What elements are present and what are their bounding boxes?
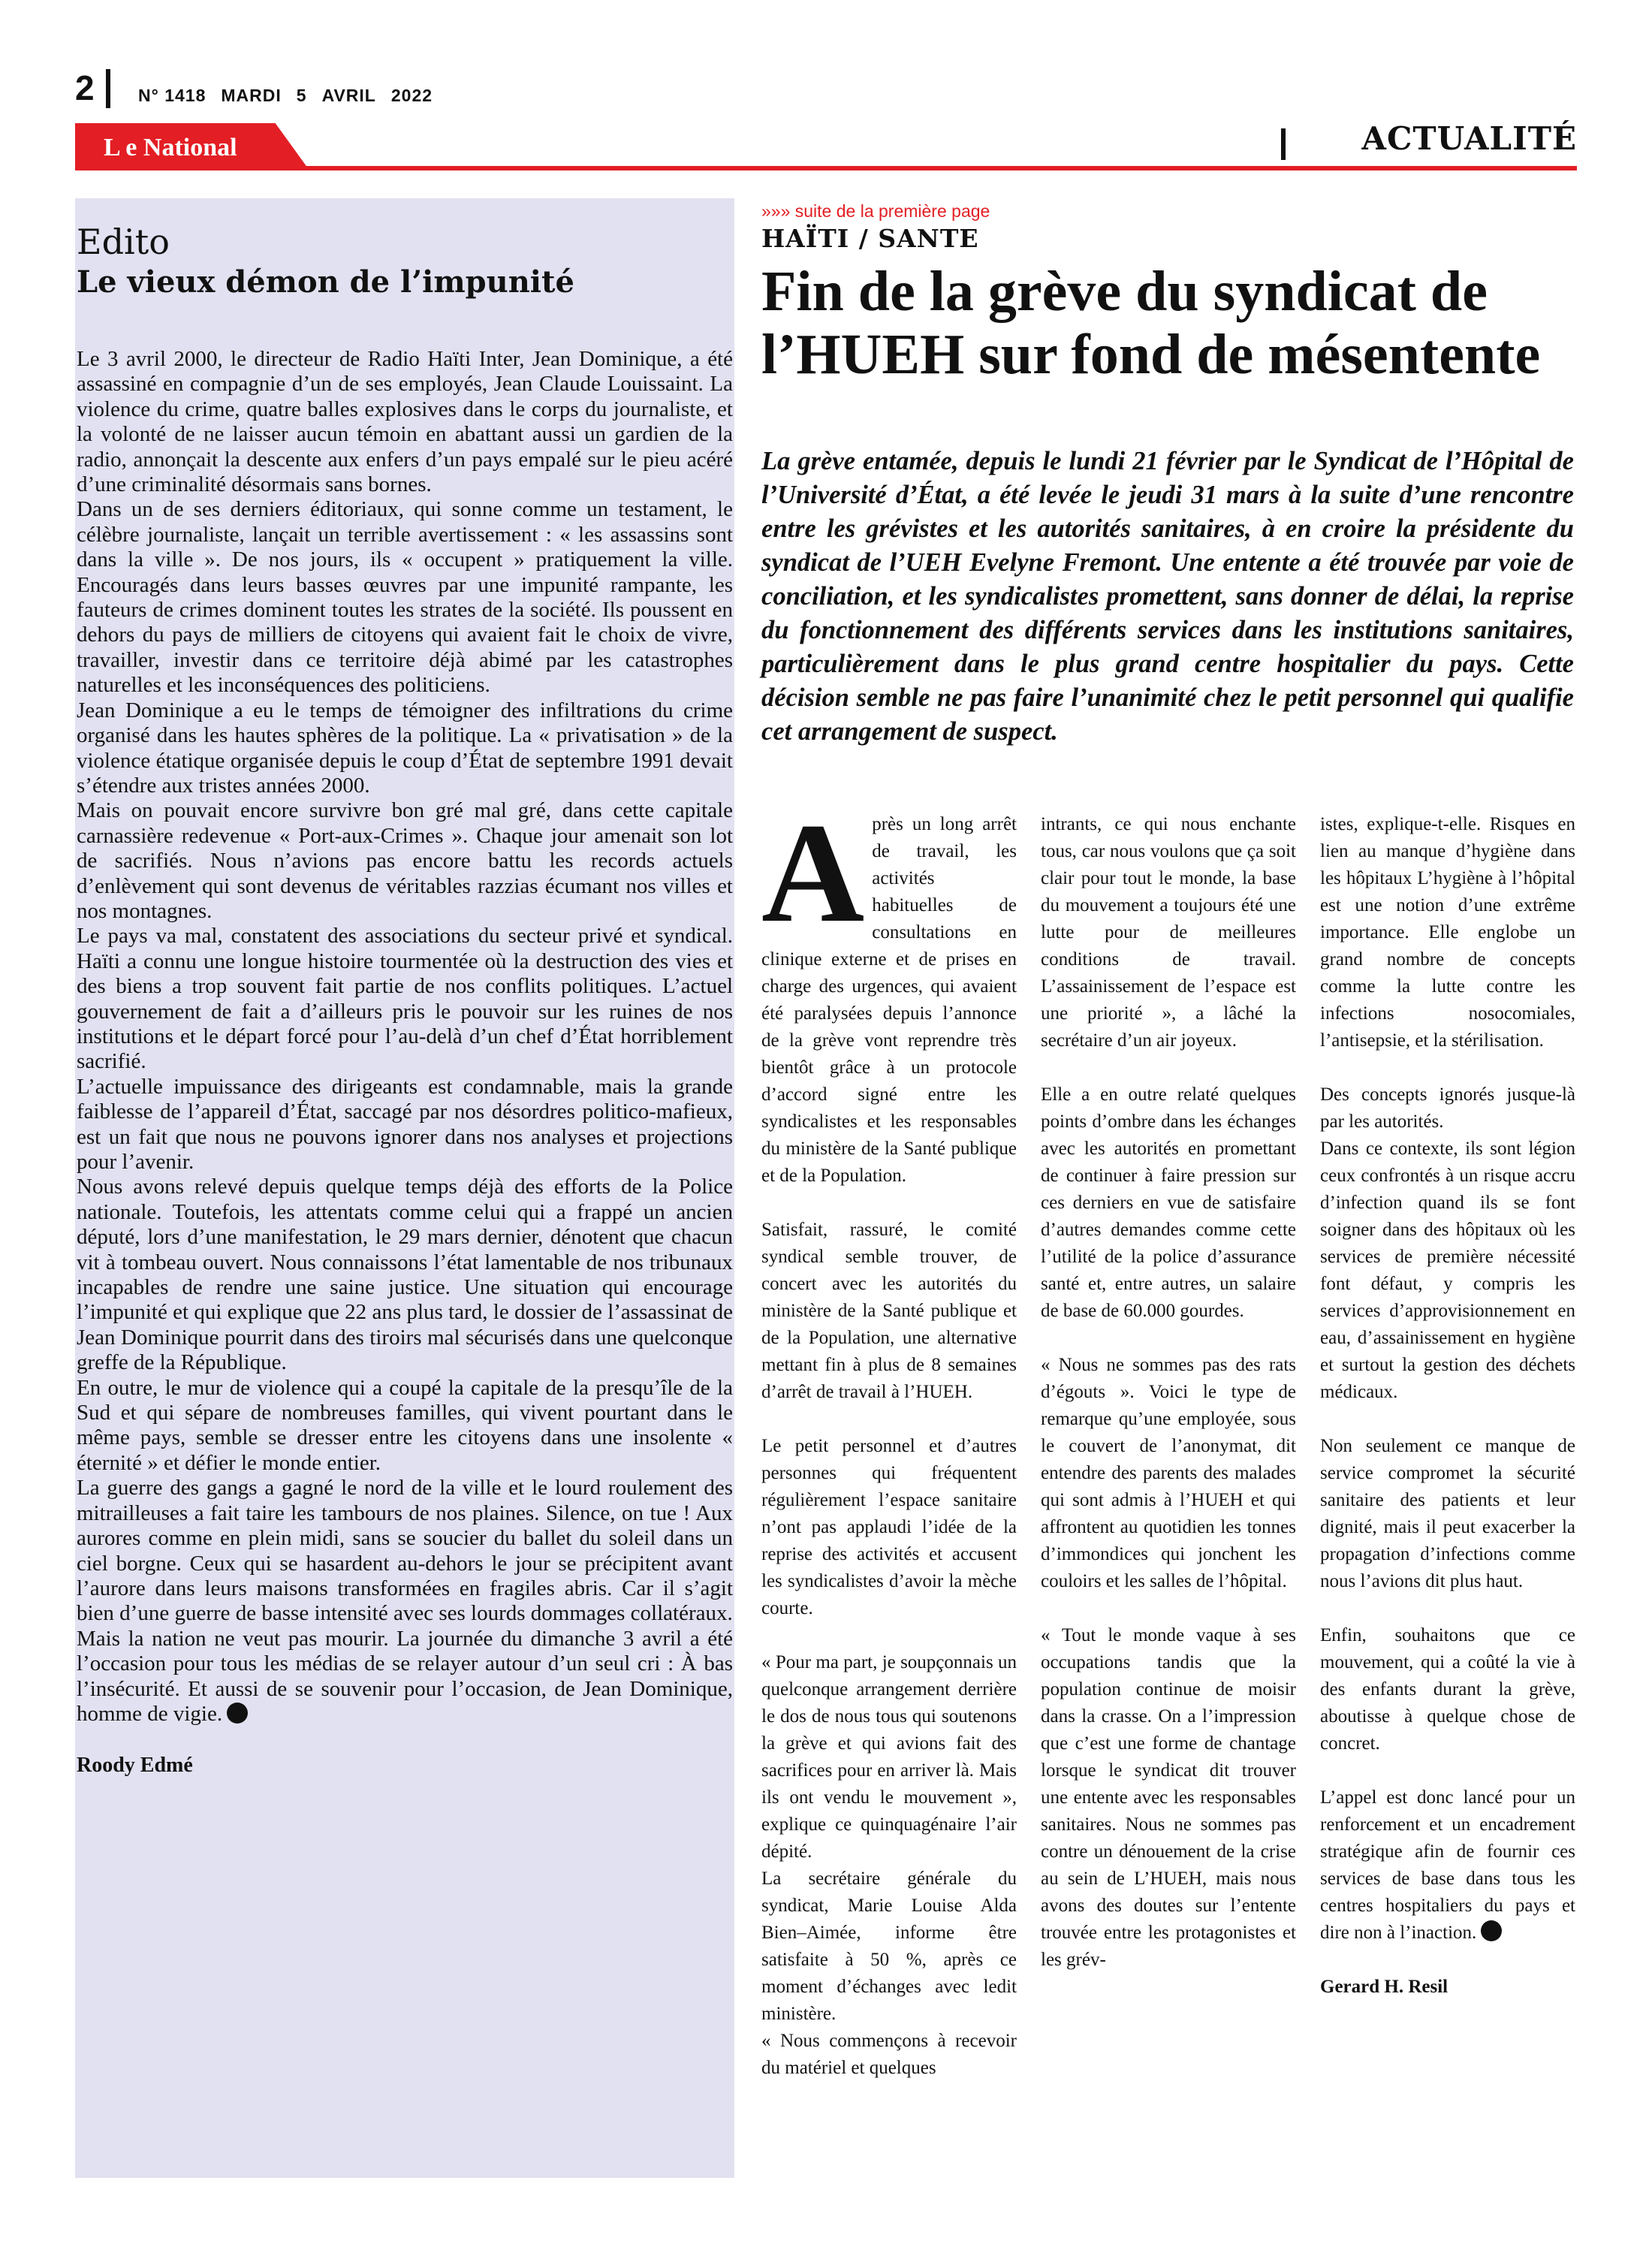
section-divider: [1281, 128, 1286, 160]
article-column-3: [1320, 811, 1575, 2001]
article-paragraph: « Pour ma part, je soupçonnais un quelconque arrangement derrière le dos de nous tous qui soutenons la grève et qui avions fait des sacrifices pour en arriver là. Mais ils ont vendu le mouvement », explique ce quinquagénaire l’air dépité.: [761, 1652, 1017, 1862]
article-rubric: HAÏTI / SANTE: [761, 224, 979, 253]
issue-weekday: MARDI: [221, 86, 282, 105]
article-paragraph: « Nous commençons à recevoir du matériel et quelques: [761, 2031, 1017, 2078]
edito-author: Roody Edmé: [77, 1754, 193, 1778]
article-column-1: [761, 795, 1017, 2082]
edito-paragraph: La guerre des gangs a gagné le nord de la ville et le lourd roulement des mitrailleuses a fait taire les tambours de nos plaines. Silence, on tue ! Aux aurores comme en plein midi, sans se soucier du ballet du soleil dans un ciel borgne. Ceux qui se hasardent au-dehors le jour se précipitent avant l’aurore dans leurs maisons transformées en fragiles abris. Car il s’agit bien d’une guerre de basse intensité avec ses lourds dommages collatéraux.: [77, 1476, 733, 1626]
issue-day: 5: [296, 86, 307, 105]
edito-title: Le vieux démon de l’impunité: [77, 264, 574, 300]
edito-kicker: Edito: [77, 222, 170, 262]
article-paragraph: [761, 795, 1017, 1190]
article-paragraph: intrants, ce qui nous enchante tous, car nous voulons que ça soit clair pour tout le monde, la base du mouvement a toujours été une lutte pour de meilleures conditions de travail. L’assainissement de l’espace est une priorité », a lâché la secrétaire d’un air joyeux.: [1041, 814, 1296, 1051]
edito-paragraph-last: [77, 1627, 733, 1727]
article-paragraph: Dans ce contexte, ils sont légion ceux confrontés à un risque accru d’infection quand ils se font soigner dans des hôpitaux où les services de première nécessité font défaut, y compris les services d’approvisionnement en eau, d’assainissement en hygiène et surtout la gestion des déchets médicaux.: [1320, 1139, 1575, 1402]
edito-paragraph-text: Mais la nation ne veut pas mourir. La journée du dimanche 3 avril a été l’occasion pour tous les médias de se relayer autour d’un seul cri : À bas l’insécurité. Et aussi de se souvenir pour l’occasion, de Jean Dominique, homme de vigie.: [77, 1626, 733, 1726]
article-paragraph: « Nous ne sommes pas des rats d’égouts ». Voici le type de remarque qu’une employée, sous le couvert de l’anonymat, dit entendre des parents des malades qui sont admis à l’HUEH et qui affrontent au quotidien les tonnes d’immondices qui jonchent les couloirs et les salles de l’hôpital.: [1041, 1355, 1296, 1591]
article-paragraph: Elle a en outre relaté quelques points d’ombre dans les échanges avec les autorités en promettant de continuer à faire pression sur ces derniers en vue de satisfaire d’autres demandes comme cette l’utilité de la police d’assurance santé et, entre autres, un salaire de base de 60.000 gourdes.: [1041, 1084, 1296, 1321]
article-paragraph: La secrétaire générale du syndicat, Marie Louise Alda Bien–Aimée, informe être satisfaite à 50 %, après ce moment d’échanges avec ledit ministère.: [761, 1868, 1017, 2024]
edito-column: [75, 198, 734, 2178]
article-headline: Fin de la grève du syndicat de l’HUEH sur fond de mésentente: [761, 260, 1541, 386]
article-paragraph: Enfin, souhaitons que ce mouvement, qui a coûté la vie à des enfants durant la grève, aboutisse à quelque chose de concret.: [1320, 1625, 1575, 1754]
article-paragraph: istes, explique-t-elle. Risques en lien au manque d’hygiène dans les hôpitaux L’hygiène à l’hôpital est une notion d’une extrême importance. Elle englobe un grand nombre de concepts comme la lutte contre les infections nosocomiales, l’antisepsie, et la stérilisation.: [1320, 814, 1575, 1051]
article-author: Gerard H. Resil: [1320, 1977, 1449, 1997]
continued-note: »»» suite de la première page: [761, 201, 990, 221]
edito-paragraph: Nous avons relevé depuis quelque temps déjà des efforts de la Police nationale. Toutefois, les attentats comme celui qui a frappé un ancien député, lors d’une manifestation, le 29 mars dernier, dénotent que chacun vit à tombeau ouvert. Nous connaissons l’état lamentable de nos tribunaux incapables de rendre une saine justice. Une situation qui encourage l’impunité et qui explique que 22 ans plus tard, le dossier de l’assassinat de Jean Dominique pourrit dans des tiroirs mal sécurisés dans une quelconque greffe de la République.: [77, 1175, 733, 1375]
issue-year: 2022: [390, 86, 433, 105]
end-mark-icon: [1481, 1920, 1502, 1941]
article-paragraph-text: L’appel est donc lancé pour un renforcement et un encadrement stratégique afin de fournir ces services de base dans tous les centres hospitaliers du pays et dire non à l’inaction.: [1320, 1787, 1575, 1943]
edito-paragraph: En outre, le mur de violence qui a coupé la capitale de la presqu’île de la Sud et qui sépare de nombreuses familles, qui vivent pourtant dans le même pays, semble se dresser entre les citoyens dans une insolente « éternité » et défier le monde entier.: [77, 1375, 733, 1475]
end-mark-icon: [227, 1703, 248, 1724]
article-paragraph: « Tout le monde vaque à ses occupations tandis que la population continue de moisir dans la crasse. On a l’impression que c’est une forme de chantage lorsque le syndicat dit trouver une entente avec les responsables sanitaires. Nous ne sommes pas contre un dénouement de la crise au sein de L’HUEH, mais nous avons des doutes sur l’entente trouvée entre les protagonistes et les grév-: [1041, 1625, 1296, 1970]
issue-month: AVRIL: [321, 86, 376, 105]
edito-paragraph: Mais on pouvait encore survivre bon gré mal gré, dans cette capitale carnassière redevenue « Port-aux-Crimes ». Chaque jour amenait son lot de sacrifiés. Nous n’avions pas encore battu les records actuels d’enlèvement qui sont devenus de véritables razzias écumant nos villes et nos montagnes.: [77, 798, 733, 923]
edito-paragraph: L’actuelle impuissance des dirigeants est condamnable, mais la grande faiblesse de l’appareil d’État, saccagé par nos désordres politico-mafieux, est un fait que nous ne pouvons ignorer dans nos analyses et projections pour l’avenir.: [77, 1074, 733, 1174]
edito-paragraph: Le pays va mal, constatent des associations du secteur privé et syndical. Haïti a connu une longue histoire tourmentée où la destruction des vies et des biens a trop souvent fait partie de nos conflits politiques. L’actuel gouvernement de fait a d’ailleurs pris le pouvoir sur les ruines de nos institutions et le départ forcé pour l’au-delà d’un chef d’État horriblement sacrifié.: [77, 924, 733, 1074]
section-title: ACTUALITÉ: [1361, 120, 1577, 157]
edito-paragraph: Dans un de ses derniers éditoriaux, qui sonne comme un testament, le célèbre journaliste, lançait un terrible avertissement : « les assassins sont dans la ville ». De nos jours, ils « occupent » pratiquement la ville. Encouragés dans leurs basses œuvres par une impunité rampante, les fauteurs de crimes dominent toutes les strates de la société. Ils poussent en dehors du pays de milliers de citoyens qui avaient fait le choix de vivre, travailler, investir dans ce territoire déjà abimé par les catastrophes naturelles et les inconséquences des politiciens.: [77, 497, 733, 698]
article-paragraph: Non seulement ce manque de service compromet la sécurité sanitaire des patients et leur dignité, mais il peut exacerber la propagation d’infections comme nous l’avions dit plus haut.: [1320, 1436, 1575, 1591]
header-rule: [75, 166, 1577, 170]
article-paragraph: Le petit personnel et d’autres personnes qui fréquentent régulièrement l’espace sanitaire n’ont pas applaudi l’idée de la reprise des activités et accusent les syndicalistes d’avoir la mèche courte.: [761, 1436, 1017, 1618]
page-number-divider: [106, 69, 110, 108]
article-paragraph: Satisfait, rassuré, le comité syndical semble trouver, de concert avec les autorités du ministère de la Santé publique et de la Population, une alternative mettant fin à plus de 8 semaines d’arrêt de travail à l’HUEH.: [761, 1220, 1017, 1402]
issue-info: [138, 86, 433, 106]
issue-number: N° 1418: [138, 86, 206, 105]
article-column-2: [1041, 811, 1296, 1974]
article-paragraph-text: près un long arrêt de travail, les activités habituelles de consultations en clinique externe et de prises en charge des urgences, qui avaient été paralysées depuis l’annonce de la grève vont reprendre très bientôt grâce à un protocole d’accord signé entre les syndicalistes et les responsables du ministère de la Santé publique et de la Population.: [761, 814, 1017, 1186]
edito-paragraph: Jean Dominique a eu le temps de témoigner des infiltrations du crime organisé dans les hautes sphères de la politique. La « privatisation » de la violence étatique organisée depuis le coup d’État de septembre 1991 devait s’étendre aux tristes années 2000.: [77, 698, 733, 798]
article-paragraph-last: [1320, 1784, 1575, 1947]
article-paragraph: Des concepts ignorés jusque-là par les autorités.: [1320, 1084, 1575, 1132]
article-lead: La grève entamée, depuis le lundi 21 février par le Syndicat de l’Hôpital de l’Université d’État, a été levée le jeudi 31 mars à la suite d’une rencontre entre les grévistes et les autorités sanitaires, à en croire la présidente du syndicat de l’UEH Evelyne Fremont. Une entente a été trouvée par voie de conciliation, et les syndicalistes promettent, sans donner de délai, la reprise du fonctionnement des différents services dans les institutions sanitaires, particulièrement dans le plus grand centre hospitalier du pays. Cette décision semble ne pas faire l’unanimité chez le petit personnel qui qualifie cet arrangement de suspect.: [761, 447, 1574, 746]
edito-body: [77, 347, 733, 1727]
edito-paragraph: Le 3 avril 2000, le directeur de Radio Haïti Inter, Jean Dominique, a été assassiné en compagnie d’un de ses employés, Jean Claude Louissaint. La violence du crime, quatre balles explosives dans le corps du journaliste, et la volonté de ne laisser aucun témoin en abattant aussi un gardien de la radio, annonçait la descente aux enfers d’un pays empalé sur le pieu acéré d’une criminalité désormais sans bornes.: [77, 347, 733, 497]
dropcap-letter: A: [761, 795, 865, 952]
page-number: 2: [75, 68, 95, 107]
brand-logo: L e National: [104, 134, 237, 161]
